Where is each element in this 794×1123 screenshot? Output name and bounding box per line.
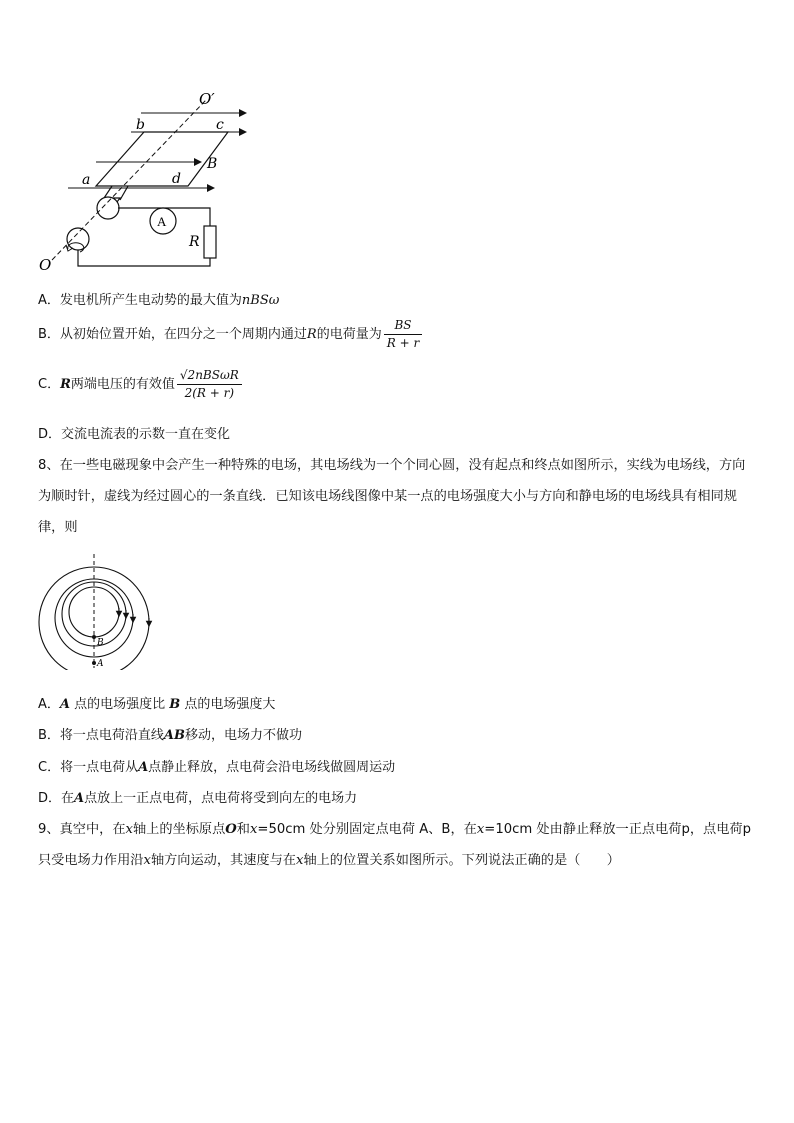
q9-text: =50cm 处分别固定点电荷 A、B，在: [257, 822, 477, 837]
label-O: O: [39, 256, 52, 274]
q8-option-a-post: 点的电场强度大: [180, 697, 276, 712]
q7-option-b-fraction: [384, 318, 422, 351]
q8-option-b: [38, 728, 302, 744]
q7-option-c-text: 两端电压的有效值: [70, 377, 175, 392]
q9-text: 轴上的位置关系如图所示。下列说法正确的是（ ）: [303, 853, 620, 868]
label-point-B: B: [97, 638, 104, 648]
q9-var-x: x: [143, 853, 151, 868]
q9-var-O: O: [225, 822, 237, 837]
q7-option-d: D．交流电流表的示数一直在变化: [38, 427, 231, 442]
q9-var-x: x: [249, 822, 258, 837]
label-R: R: [189, 234, 200, 250]
slip-ring: [97, 197, 119, 219]
q8-stem: 8、在一些电磁现象中会产生一种特殊的电场，其电场线为一个个同心圆，没有起点和终点如图所示，实线为电场线，方向为顺时针，虚线为经过圆心的一条直线．已知该电场线图像中某一点的电场强度大小与方向和静电场的电场线具有相同规律，则: [38, 458, 746, 535]
label-b: b: [136, 117, 145, 133]
q8-option-d-text: D．在: [38, 791, 75, 806]
q8-option-b-AB: AB: [163, 728, 185, 743]
q9-var-x: x: [296, 853, 304, 868]
q7-option-a-text: A．发电机所产生电动势的最大值为: [38, 293, 242, 308]
circuit-wire: [78, 250, 210, 266]
q7-option-c-numerator: √2nBSωR: [177, 368, 242, 385]
q7-option-c-denominator: 2(R + r): [184, 386, 235, 400]
generator-figure: [36, 86, 266, 276]
q8-option-a-B: B: [169, 697, 181, 712]
label-ammeter-A: A: [157, 214, 167, 229]
q7-option-b-denominator: R + r: [386, 336, 420, 350]
q8-option-d-post: 点放上一正点电荷，点电荷将受到向左的电场力: [84, 791, 358, 806]
slip-ring: [67, 228, 89, 250]
q8-option-b-text: B．将一点电荷沿直线: [38, 728, 164, 743]
rotation-axis: [52, 100, 206, 260]
q8-option-d-A: A: [74, 791, 85, 806]
label-point-A: A: [97, 659, 104, 669]
q9-stem: [38, 814, 756, 876]
q8-option-a-A: A: [59, 697, 70, 712]
q9-text: 和: [236, 822, 250, 837]
field-lines-figure: [36, 552, 156, 670]
q7-option-b: [38, 318, 422, 351]
q7-option-b-R: R: [306, 327, 317, 342]
label-B: B: [207, 156, 218, 172]
q8-option-c: [38, 760, 395, 776]
label-d: d: [172, 171, 181, 187]
q9-text: 轴上的坐标原点: [132, 822, 226, 837]
q7-option-c-fraction: [177, 368, 242, 401]
q9-var-x: x: [125, 822, 133, 837]
q7-option-a-expr: nBSω: [241, 293, 280, 308]
q7-option-b-mid: 的电荷量为: [316, 327, 382, 342]
q8-option-a-letter: A．: [38, 697, 60, 712]
q7-option-b-text: B．从初始位置开始，在四分之一个周期内通过: [38, 327, 307, 342]
q9-text: =10cm 处由静止释放一正点电荷p，点电荷p 只受电场力作用沿: [38, 822, 751, 868]
q9-text: 轴方向运动，其速度与在: [150, 853, 296, 868]
label-o-prime: O′: [199, 90, 215, 108]
point-B: [92, 635, 96, 639]
q7-option-c: [38, 368, 242, 401]
label-a: a: [82, 172, 91, 188]
label-c: c: [216, 117, 224, 133]
q7-option-c-R: R: [60, 377, 71, 392]
q8-option-c-text: C．将一点电荷从: [38, 760, 139, 775]
q7-option-a: [38, 293, 279, 309]
q8-option-d: [38, 791, 357, 807]
q7-option-b-numerator: BS: [384, 318, 422, 335]
point-A: [92, 661, 96, 665]
resistor: [204, 226, 216, 258]
q8-option-c-A: A: [138, 760, 149, 775]
q9-text: 9、真空中，在: [38, 822, 126, 837]
q9-var-x: x: [476, 822, 485, 837]
q8-option-a: [38, 697, 275, 713]
q8-option-a-mid: 点的电场强度比: [70, 697, 170, 712]
q8-option-b-post: 移动，电场力不做功: [185, 728, 303, 743]
q8-option-c-post: 点静止释放，点电荷会沿电场线做圆周运动: [148, 760, 396, 775]
q7-option-c-letter: C．: [38, 377, 61, 392]
